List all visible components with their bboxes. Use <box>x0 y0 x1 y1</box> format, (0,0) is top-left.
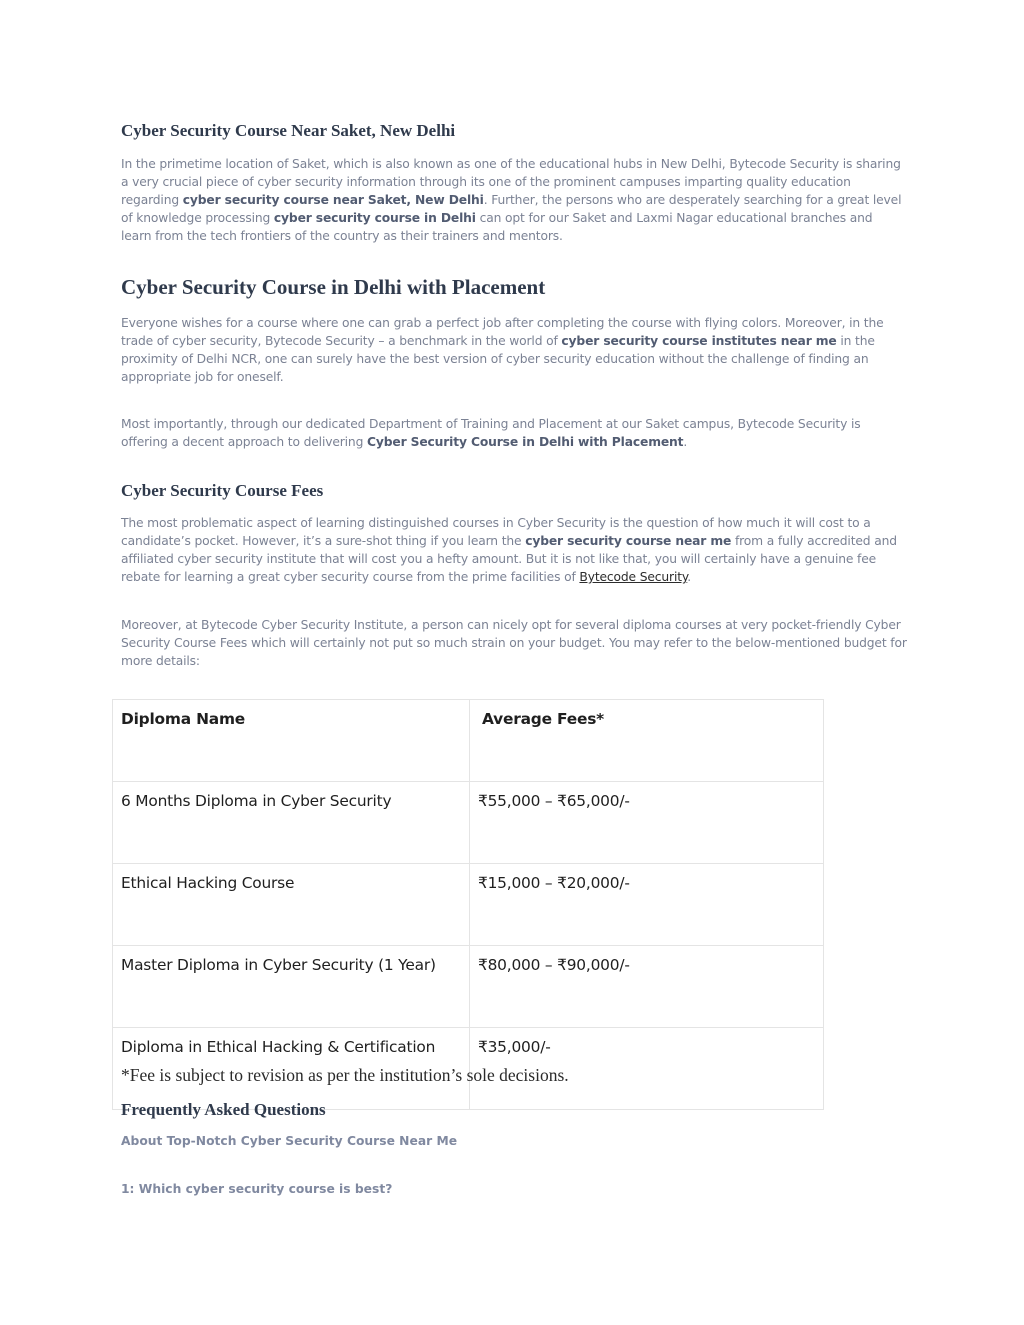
diploma-name-cell: Master Diploma in Cyber Security (1 Year) <box>113 946 470 1028</box>
bold-keyword: cyber security course near me <box>525 534 732 548</box>
table-header-row <box>113 700 824 782</box>
bold-keyword: cyber security course near Saket, New Delhi <box>182 193 484 207</box>
paragraph-fees-1 <box>121 514 911 586</box>
text: Everyone wishes for a course where one can grab a perfect job after completing the course with flying colors. Moreover, in the trade of cyber security, Bytecode Security – a benchmark in the world of <box>121 316 884 348</box>
table-row <box>113 782 824 864</box>
text: from a fully accredited and affiliated cyber security institute that will cost you a hefty amount. But it is not like that, you will certainly have a genuine fee rebate for learning a great cyber security course from the prime facilities of <box>121 534 897 584</box>
text: in the proximity of Delhi NCR, one can surely have the best version of cyber security education without the challenge of finding an appropriate job for oneself. <box>121 334 875 384</box>
faq-subheading: About Top-Notch Cyber Security Course Near Me <box>121 1134 458 1148</box>
text: Most importantly, through our dedicated Department of Training and Placement at our Saket campus, Bytecode Security is offering a decent approach to delivering <box>121 417 861 449</box>
header-average-fees: Average Fees* <box>470 700 824 782</box>
fees-cell: ₹15,000 – ₹20,000/- <box>470 864 824 946</box>
section-heading-placement: Cyber Security Course in Delhi with Placement <box>121 275 546 299</box>
paragraph-fees-2: Moreover, at Bytecode Cyber Security Institute, a person can nicely opt for several diploma courses at very pocket-friendly Cyber Security Course Fees which will certainly not put so much strain on your budget. You may refer to the below-mentioned budget for more details: <box>121 618 907 668</box>
fee-revision-note: *Fee is subject to revision as per the institution’s sole decisions. <box>121 1065 569 1085</box>
text: can opt for our Saket and Laxmi Nagar educational branches and learn from the tech frontiers of the country as their trainers and mentors. <box>121 211 873 243</box>
faq-heading: Frequently Asked Questions <box>121 1100 326 1119</box>
section-heading-fees: Cyber Security Course Fees <box>121 481 324 500</box>
text: . Further, the persons who are desperately searching for a great level of knowledge processing <box>121 193 902 225</box>
diploma-name-cell: Ethical Hacking Course <box>113 864 470 946</box>
text: In the primetime location of Saket, which is also known as one of the educational hubs in New Delhi, Bytecode Security is sharing a very crucial piece of cyber security information through its one of the prominent campuses imparting quality education regarding <box>121 157 901 207</box>
bold-keyword: Cyber Security Course in Delhi with Placement <box>366 435 684 449</box>
text: The most problematic aspect of learning distinguished courses in Cyber Security is the question of how much it will cost to a candidate’s pocket. However, it’s a sure-shot thing if you learn the <box>121 516 871 548</box>
bold-keyword: cyber security course in Delhi <box>273 211 476 225</box>
text: . <box>683 435 688 449</box>
paragraph-placement-1 <box>121 314 911 386</box>
fees-cell: ₹35,000/- <box>470 1028 824 1110</box>
text: . <box>687 570 692 584</box>
table-row <box>113 946 824 1028</box>
header-diploma-name: Diploma Name <box>113 700 470 782</box>
section-heading-saket: Cyber Security Course Near Saket, New Delhi <box>121 121 456 140</box>
fees-table <box>112 699 824 1110</box>
fees-cell: ₹55,000 – ₹65,000/- <box>470 782 824 864</box>
bytecode-security-link[interactable]: Bytecode Security <box>579 570 688 584</box>
paragraph-placement-2 <box>121 415 903 451</box>
paragraph-saket <box>121 155 903 245</box>
faq-question-1[interactable]: 1: Which cyber security course is best? <box>121 1182 393 1196</box>
diploma-name-cell: 6 Months Diploma in Cyber Security <box>113 782 470 864</box>
diploma-name-cell: Diploma in Ethical Hacking & Certification <box>113 1028 470 1110</box>
bold-keyword: cyber security course institutes near me <box>561 334 837 348</box>
table-row <box>113 864 824 946</box>
fees-cell: ₹80,000 – ₹90,000/- <box>470 946 824 1028</box>
